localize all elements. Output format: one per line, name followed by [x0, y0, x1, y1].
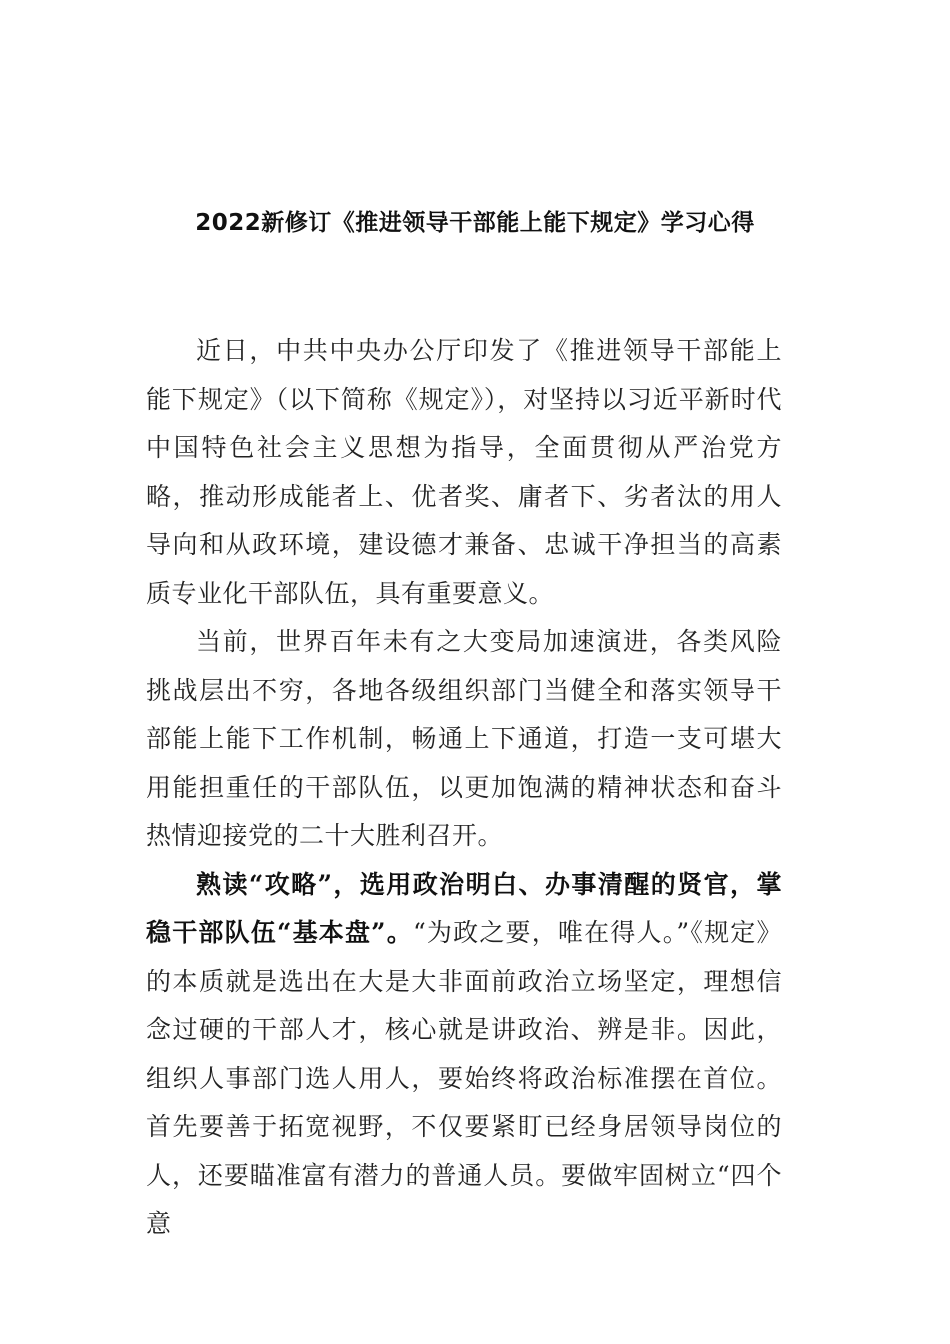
- paragraph-3-text: “为政之要，唯在得人。”《规定》的本质就是选出在大是大非面前政治立场坚定，理想信念过硬的干部人才，核心就是讲政治、辨是非。因此，组织人事部门选人用人，要始终将政治标准摆在首位。首先要善于拓宽视野，不仅要紧盯已经身居领导岗位的人，还要瞄准富有潜力的普通人员。要做牢固树立“四个意: [146, 918, 782, 1238]
- document-title: 2022新修订《推进领导干部能上能下规定》学习心得: [195, 210, 755, 236]
- paragraph-2-text: 当前，世界百年未有之大变局加速演进，各类风险挑战层出不穷，各地各级组织部门当健全和落实领导干部能上能下工作机制，畅通上下通道，打造一支可堪大用能担重任的干部队伍，以更加饱满的精神状态和奋斗热情迎接党的二十大胜利召开。: [146, 627, 782, 850]
- paragraph-2: [146, 618, 782, 861]
- paragraph-3: [146, 861, 782, 1249]
- paragraph-3-lead: 熟读“攻略”，选用政治明白、办事清醒的贤官，掌稳干部队伍“基本盘”。: [146, 869, 782, 947]
- paragraph-1-text: 近日，中共中央办公厅印发了《推进领导干部能上能下规定》（以下简称《规定》），对坚持以习近平新时代中国特色社会主义思想为指导，全面贯彻从严治党方略，推动形成能者上、优者奖、庸者下、劣者汰的用人导向和从政环境，建设德才兼备、忠诚干净担当的高素质专业化干部队伍，具有重要意义。: [146, 336, 782, 608]
- paragraph-1: [146, 327, 782, 618]
- document-body: [146, 327, 782, 1249]
